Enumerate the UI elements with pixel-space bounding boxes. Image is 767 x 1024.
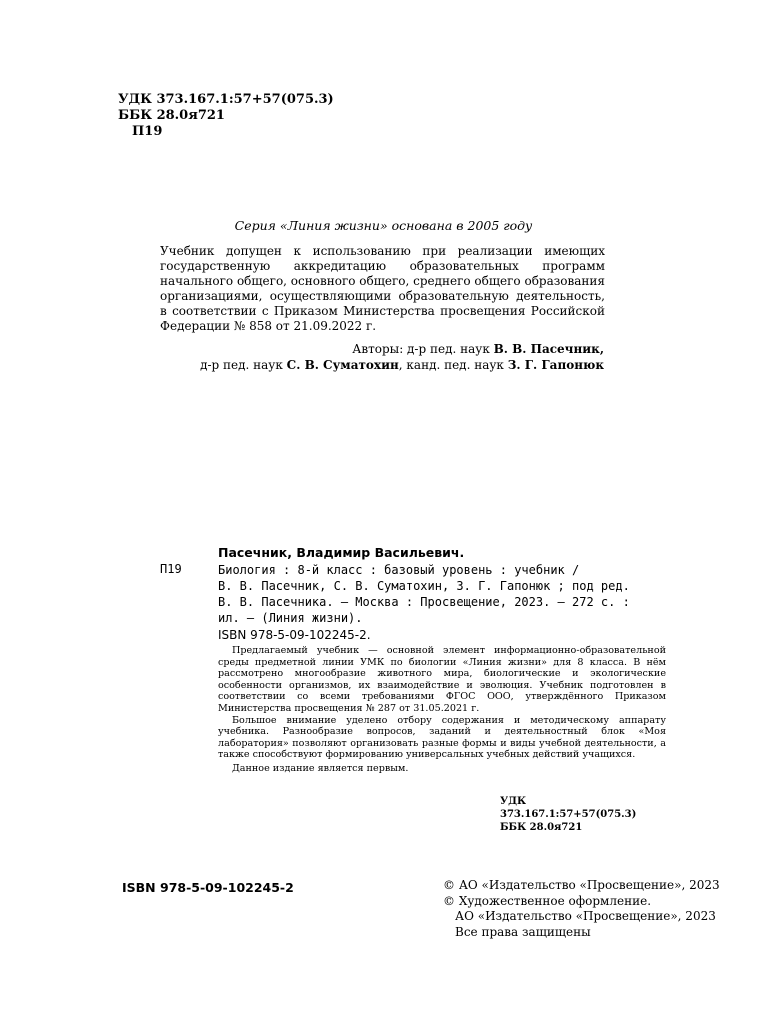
copyright-line: АО «Издательство «Просвещение», 2023 [455,909,716,923]
card-udk: УДК 373.167.1:57+57(075.3) [500,796,637,820]
isbn-footer: ISBN 978-5-09-102245-2 [122,880,294,895]
authors-block [200,341,604,373]
card-isbn: ISBN 978-5-09-102245-2. [218,628,371,642]
authors-line-1 [200,341,604,357]
copyright-line: Все права защищены [455,924,591,939]
udk-block [118,92,334,140]
card-annotation [218,645,666,775]
udk-code: УДК 373.167.1:57+57(075.3) [118,92,334,107]
bbk-code: ББК 28.0я721 [118,108,225,123]
card-description-line: В. В. Пасечника. — Москва : Просвещение, 2023. — 272 с. : [218,595,630,609]
card-udk-block [500,795,665,834]
copyright-line: © Художественное оформление. [443,893,652,908]
author-name-3: З. Г. Гапонюк [507,358,604,372]
copyright-line: © АО «Издательство «Просвещение», 2023 [443,878,720,892]
authors-line-2 [200,357,604,373]
card-description-line: В. В. Пасечник, С. В. Суматохин, З. Г. Гапонюк ; под ред. [218,579,630,593]
author-name-2: С. В. Суматохин [286,358,399,372]
authors-degree-2: , канд. пед. наук [398,358,508,372]
authors-prefix: Авторы: д-р пед. наук [352,342,494,356]
annotation-paragraph-2: Большое внимание уделено отбору содержания и методическому аппарату учебника. Разнообразие вопросов, заданий и деятельностный блок «Моя лаборатория» позволяют организовать разные формы и виды учебной деятельности, а также способствуют формированию универсальных учебных действий учащихся. [218,714,666,761]
copyright-block [443,878,720,940]
author-name-1: В. В. Пасечник, [493,342,604,356]
annotation-paragraph-1: Предлагаемый учебник — основной элемент информационно-образовательной среды предметной линии УМК по биологии «Линия жизни» для 8 класса. В нём рассмотрено многообразие животного мира, биологические и экологические особенности организмов, их взаимодействие и эволюция. Учебник подготовлен в соответствии со всеми требованиями ФГОС ООО, утверждённого Приказом Министерства просвещения № 287 от 31.05.2021 г. [218,645,666,714]
series-note: Серия «Линия жизни» основана в 2005 году [234,218,533,233]
annotation-paragraph-3: Данное издание является первым. [232,762,409,774]
card-description-line: Биология : 8-й класс : базовый уровень : учебник / [218,563,580,577]
authors-degree: д-р пед. наук [200,358,287,372]
card-bbk: ББК 28.0я721 [500,822,583,833]
card-description [218,562,658,626]
author-sign-code: П19 [132,124,163,139]
card-description-line: ил. — (Линия жизни). [218,611,363,625]
card-code: П19 [160,562,182,576]
approval-text: Учебник допущен к использованию при реализации имеющих государственную аккредитацию образовательных программ начального общего, основного общего, среднего общего образования организациями, осуществляющими образовательную деятельность, в соответствии с Приказом Министерства просвещения Российской Федерации № 858 от 21.09.2022 г. [160,244,605,333]
card-author-heading: Пасечник, Владимир Васильевич. [218,545,465,560]
